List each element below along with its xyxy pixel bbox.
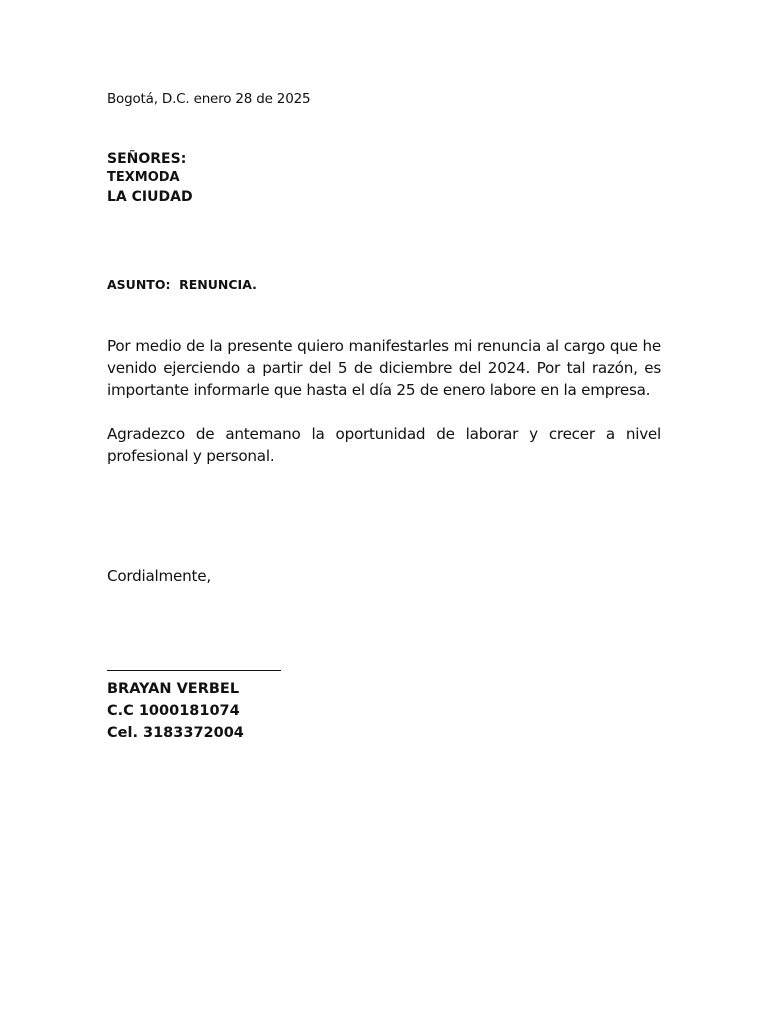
- closing-line: Cordialmente,: [107, 567, 211, 585]
- signer-name: BRAYAN VERBEL: [107, 681, 240, 697]
- recipient-company: TEXMODA: [107, 170, 180, 185]
- recipient-salutation: SEÑORES:: [107, 151, 187, 167]
- signature-line: [107, 670, 281, 671]
- body-paragraph-2: Agradezco de antemano la oportunidad de laborar y crecer a nivel profesional y personal.: [107, 425, 661, 465]
- recipient-block: [107, 152, 193, 204]
- recipient-city: LA CIUDAD: [107, 189, 193, 205]
- signer-phone: Cel. 3183372004: [107, 725, 244, 741]
- signer-id: C.C 1000181074: [107, 703, 240, 719]
- body-paragraph-1: Por medio de la presente quiero manifestarles mi renuncia al cargo que he venido ejerciendo a partir del 5 de diciembre del 2024. Por tal razón, es importante informarle que hasta el día 25 de enero labore en la empresa.: [107, 337, 661, 399]
- signer-block: [107, 678, 244, 744]
- date-line: Bogotá, D.C. enero 28 de 2025: [107, 91, 311, 107]
- subject-line: ASUNTO: RENUNCIA.: [107, 277, 257, 292]
